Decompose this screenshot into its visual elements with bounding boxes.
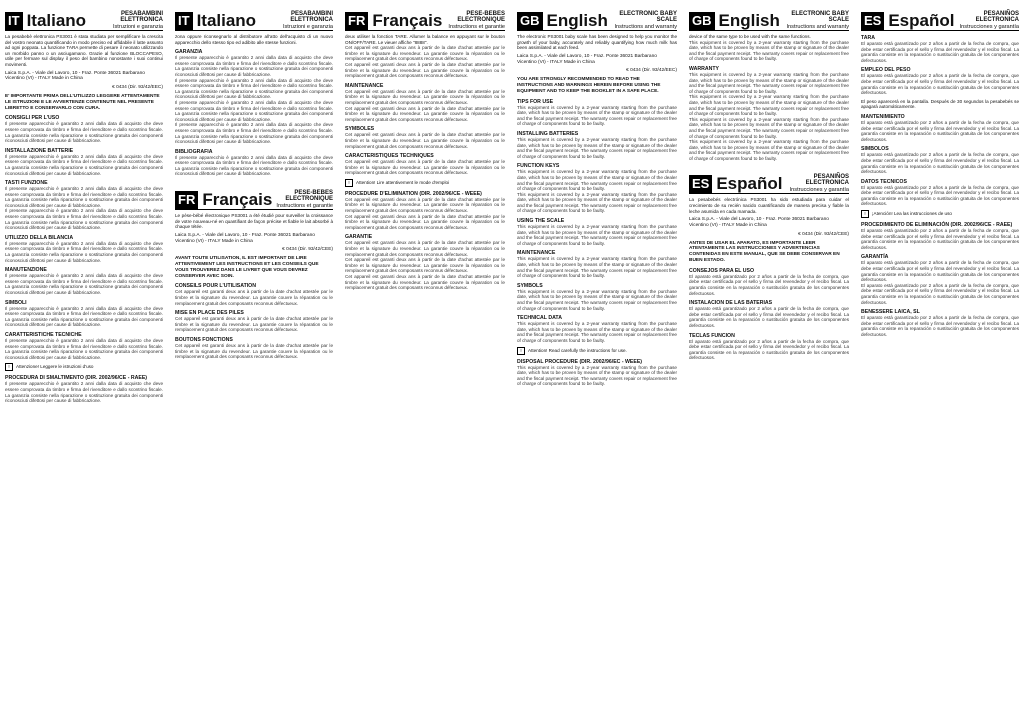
- product-title: PESANIÑOS ELECTRONICA: [975, 10, 1019, 23]
- body-text: This equipment is covered by a 2-year warranty starting from the purchase date, which has to be proven by means of the stamp or signature of the dealer and the fiscal payment receipt. The warranty covers repair or replacement free of charge of components found to be faulty.: [689, 94, 849, 117]
- section-heading: CARATTERISTICHE TECNICHE: [5, 331, 82, 338]
- language-code-badge: ES: [861, 12, 884, 30]
- section-heading: FUNCTION KEYS: [517, 163, 560, 170]
- language-name: Français: [202, 190, 273, 210]
- body-text: El aparato está garantizado por 2 años a partir de la fecha de compra, que debe estar certificada por el sello y firma del revendedor y el recibo fiscal. La garantía consiste en la reparación o sustitución gratuita de los componentes defectuosos.: [689, 338, 849, 361]
- section-heading: INSTALLAZIONE BATTERIE: [5, 147, 74, 154]
- ce-mark: € 0434 (Dir. 93/42/CEE): [282, 247, 333, 253]
- column-header: [5, 4, 163, 31]
- section-heading: WARRANTY: [689, 65, 719, 72]
- warning-icon: !: [517, 347, 525, 355]
- important-notice: E' IMPORTANTE PRIMA DELL'UTILIZZO LEGGERE ATTENTAMENTE LE ISTRUZIONI E LE AVVERTENZE CONTENUTE NEL PRESENTE LIBRETTO E CONSERVARLO CON CURA.: [5, 93, 160, 111]
- product-title: ELECTRONIC BABY SCALE: [619, 10, 677, 23]
- product-subtitle: Instrucciones y garantía: [789, 186, 849, 193]
- intro-text: El peso aparecerá en la pantalla. Después de 30 segundos la pesabebés se apagará automáticamente.: [861, 98, 1019, 110]
- language-name: Français: [372, 11, 443, 30]
- product-subtitle: Instructions and warranty: [786, 23, 849, 30]
- ce-mark: € 0434 (Dir. 93/42/EEC): [626, 68, 677, 74]
- column-header: [345, 4, 505, 31]
- intro-text: device of the same type to be used with the same functions.: [689, 34, 811, 39]
- language-name: English: [718, 11, 780, 30]
- body-text: This equipment is covered by a 2-year warranty starting from the purchase date, which has to be proven by means of the stamp or signature of the dealer and the fiscal payment receipt. The warranty covers repair or replacement free of charge of components found to be faulty.: [689, 39, 849, 62]
- warning-note: ¡Atención! Lea las instrucciones de uso: [872, 211, 952, 217]
- product-subtitle: Instructions et garantie: [448, 23, 505, 30]
- body-text: Il presente apparecchio è garantito 2 anni dalla data di acquisto che deve essere comprovata da timbro e firma del rivenditore e dallo scontrino fiscale. La garanzia consiste nella riparazione o sostituzione gratuita dei componenti riconosciuti difettosi per cause di fabbricazione.: [5, 186, 163, 208]
- language-code-badge: IT: [5, 12, 23, 30]
- body-text: El aparato está garantizado por 2 años a partir de la fecha de compra, que debe estar certificada por el sello y firma del revendedor y el recibo fiscal. La garantía consiste en la reparación o sustitución gratuita de los componentes defectuosos.: [861, 228, 1019, 250]
- product-title: PESE-BEBES ELECTRONIQUE: [285, 189, 333, 203]
- important-notice: YOU ARE STRONGLY RECOMMENDED TO READ THE INSTRUCTIONS AND WARNINGS HEREIN BEFORE USING THE EQUIPMENT AND TO KEEP THE BOOKLET IN A SAFE PLACE.: [517, 77, 661, 94]
- section-heading: MAINTENANCE: [345, 82, 384, 89]
- product-title: PESE-BEBES ELECTRONIQUE: [457, 10, 505, 23]
- body-text: El aparato está garantizado por 2 años a partir de la fecha de compra, que debe estar certificada por el sello y firma del revendedor y el recibo fiscal. La garantía consiste en la reparación o sustitución gratuita de los componentes defectuosos.: [861, 73, 1019, 96]
- section-heading: MANTENIMIENTO: [861, 113, 905, 120]
- warning-note: Attention! Read carefully the instructions for use.: [528, 347, 627, 353]
- language-name: Español: [716, 174, 783, 194]
- body-text: El aparato está garantizado por 2 años a partir de la fecha de compra, que debe estar certificada por el sello y firma del revendedor y el recibo fiscal. La garantía consiste en la reparación o sustitución gratuita de los componentes defectuosos.: [861, 184, 1019, 207]
- body-text: El aparato está garantizado por 2 años a partir de la fecha de compra, que debe estar certificada por el sello y firma del revendedor y el recibo fiscal. La garantía consiste en la reparación o sustitución gratuita de los componentes defectuosos.: [861, 315, 1019, 337]
- product-title: PESABAMBINI ELETTRONICA: [290, 10, 333, 23]
- column-header: [175, 4, 333, 31]
- language-name: Italiano: [26, 11, 87, 30]
- body-text: El aparato está garantizado por 2 años a partir de la fecha de compra, que debe estar certificada por el sello y firma del revendedor y el recibo fiscal. La garantía consiste en la reparación o sustitución gratuita de los componentes defectuosos.: [689, 273, 849, 296]
- body-text: Cet appareil est garanti deux ans à partir de la date d'achat attestée par le timbre et la signature du revendeur. La garantie couvre la réparation ou le remplacement gratuit des composants reconnus défectueux.: [345, 61, 505, 79]
- section-heading: MAINTENANCE: [517, 250, 556, 257]
- body-text: Cet appareil est garanti deux ans à partir de la date d'achat attestée par le timbre et la signature du revendeur. La garantie couvre la réparation ou le remplacement gratuit des composants reconnus défectueux.: [345, 45, 505, 62]
- body-text: Il presente apparecchio è garantito 2 anni dalla data di acquisto che deve essere comprovata da timbro e firma del rivenditore e dallo scontrino fiscale. La garanzia consiste nella riparazione o sostituzione gratuita dei componenti riconosciuti difettosi per cause di fabbricazione.: [5, 337, 163, 360]
- body-text: Cet appareil est garanti deux ans à partir de la date d'achat attestée par le timbre et la signature du revendeur. La garantie couvre la réparation ou le remplacement gratuit des composants reconnus défectueux.: [345, 159, 505, 176]
- section-heading: GARANTÍA: [861, 254, 889, 261]
- section-heading: GARANTIE: [345, 234, 373, 241]
- section-heading: PROCEDURE D'ELIMINATION (DIR. 2002/96/CE - WEEE): [345, 190, 482, 197]
- body-text: Cet appareil est garanti deux ans à partir de la date d'achat attestée par le timbre et la signature du revendeur. La garantie couvre la réparation ou le remplacement gratuit des composants reconnus défectueux.: [175, 289, 333, 306]
- warning-icon: !: [861, 210, 869, 218]
- body-text: Il presente apparecchio è garantito 2 anni dalla data di acquisto che deve essere comprovata da timbro e firma del rivenditore e dallo scontrino fiscale. La garanzia consiste nella riparazione o sostituzione gratuita dei componenti riconosciuti difettosi per cause di fabbricazione.: [5, 273, 163, 295]
- column-header: [689, 167, 849, 194]
- section-heading: MISE EN PLACE DES PILES: [175, 310, 244, 317]
- language-code-badge: ES: [689, 175, 712, 193]
- section-heading: INSTALACION DE LAS BATERIAS: [689, 300, 773, 307]
- section-heading: SYMBOLES: [345, 126, 375, 133]
- column-header: [689, 4, 849, 31]
- section-heading: SYMBOLS: [517, 282, 543, 289]
- body-text: Cet appareil est garanti deux ans à partir de la date d'achat attestée par le timbre et la signature du revendeur. La garantie couvre la réparation ou le remplacement gratuit des composants reconnus défectueux.: [345, 196, 505, 214]
- product-title: PESABAMBINI ELETTRONICA: [120, 10, 163, 23]
- body-text: This equipment is covered by a 2-year warranty starting from the purchase date, which has to be proven by means of the stamp or signature of the dealer and the fiscal payment receipt. The warranty covers repair or replacement free of charge of components found to be faulty.: [517, 104, 677, 127]
- section-heading: PROCEDURA DI SMALTIMENTO (DIR. 2002/96/CE - RAEE): [5, 375, 148, 382]
- product-subtitle: Instructions et garantie: [276, 202, 333, 209]
- manufacturer-address: Laica S.p.A. - Viale del Lavoro, 10 - Fraz. Ponte 36021 Barbarano Vicentino (VI) - ITALY Made in China: [517, 53, 657, 65]
- body-text: Cet appareil est garanti deux ans à partir de la date d'achat attestée par le timbre et la signature du revendeur. La garantie couvre la réparation ou le remplacement gratuit des composants reconnus défectueux.: [345, 105, 505, 122]
- warning-icon: !: [345, 179, 353, 187]
- body-text: El aparato está garantizado por 2 años a partir de la fecha de compra, que debe estar certificada por el sello y firma del revendedor y el recibo fiscal. La garantía consiste en la reparación o sustitución gratuita de los componentes defectuosos.: [861, 260, 1019, 283]
- language-name: English: [546, 11, 608, 30]
- body-text: This equipment is covered by a 2-year warranty starting from the purchase date, which has to be proven by means of the stamp or signature of the dealer and the fiscal payment receipt. The warranty covers repair or replacement free of charge of components found to be faulty.: [689, 71, 849, 94]
- manufacturer-address: Laica S.p.A. - Viale del Lavoro, 10 - Fraz. Ponte 36021 Barbarano Vicentino (VI) - ITALY Made in China: [175, 232, 315, 244]
- body-text: This equipment is covered by a 2-year warranty starting from the purchase date, which has to be proven by means of the stamp or signature of the dealer and the fiscal payment receipt. The warranty covers repair or replacement free of charge of components found to be faulty.: [517, 288, 677, 311]
- body-text: Il presente apparecchio è garantito 2 anni dalla data di acquisto che deve essere comprovata da timbro e firma del rivenditore e dallo scontrino fiscale. La garanzia consiste nella riparazione o sostituzione gratuita dei componenti riconosciuti difettosi per cause di fabbricazione.: [175, 154, 333, 177]
- section-heading: CONSEILS POUR L'UTILISATION: [175, 283, 256, 290]
- section-heading: BIBLIOGRAFIA: [175, 148, 213, 155]
- body-text: This equipment is covered by a 2-year warranty starting from the purchase date, which has to be proven by means of the stamp or signature of the dealer and the fiscal payment receipt. The warranty covers repair or replacement free of charge of components found to be faulty.: [517, 224, 677, 246]
- section-heading: UTILIZZO DELLA BILANCIA: [5, 234, 74, 241]
- important-notice: AVANT TOUTE UTILISATION, IL EST IMPORTANT DE LIRE ATTENTIVEMENT LES INSTRUCTIONS ET LES CONSEILS QUE VOUS TROUVEREZ DANS LE LIVRET QUE VOUS DEVREZ CONSERVER AVEC SOIN.: [175, 256, 319, 279]
- section-heading: GARANZIA: [175, 49, 203, 56]
- intro-text: La pesabebés electrónica PS3001 ha sido estudiada para cuidar el crecimiento de su recién nacido cuantificando de manera precisa y fiable la leche asumida en cada mamada.: [689, 197, 849, 214]
- section-heading: TECHNICAL DATA: [517, 315, 562, 322]
- section-heading: SIMBOLI: [5, 299, 27, 306]
- body-text: Il presente apparecchio è garantito 2 anni dalla data di acquisto che deve essere comprovata da timbro e firma del rivenditore e dallo scontrino fiscale. La garanzia consiste nella riparazione o sostituzione gratuita dei componenti riconosciuti difettosi per cause di fabbricazione.: [175, 99, 333, 122]
- manufacturer-address: Laica S.p.A. - Viale del Lavoro, 10 - Fraz. Ponte 36021 Barbarano Vicentino (VI) - ITALY Made in China: [5, 70, 145, 82]
- ce-mark: € 0434 (Dir. 93/42/CEE): [798, 231, 849, 237]
- column-header: [175, 183, 333, 210]
- column-french: [340, 0, 510, 724]
- product-subtitle: Istruzioni e garanzia: [282, 23, 333, 30]
- column-english-spanish: [684, 0, 854, 724]
- body-text: This equipment is covered by a 2-year warranty starting from the purchase date, which has to be proven by means of the stamp or signature of the dealer and the fiscal payment receipt. The warranty covers repair or replacement free of charge of components found to be faulty.: [689, 139, 849, 161]
- intro-text: Le pèse-bébé électronique PS3001 a été étudié pour surveiller la croissance de votre nouveau-né en quantifiant de façon précise et fiable le lait absorbé à chaque tétée.: [175, 213, 333, 230]
- body-text: El aparato está garantizado por 2 años a partir de la fecha de compra, que debe estar certificada por el sello y firma del revendedor y el recibo fiscal. La garantía consiste en la reparación o sustitución gratuita de los componentes defectuosos.: [861, 119, 1019, 142]
- body-text: Cet appareil est garanti deux ans à partir de la date d'achat attestée par le timbre et la signature du revendeur. La garantie couvre la réparation ou le remplacement gratuit des composants reconnus défectueux.: [345, 274, 505, 291]
- body-text: Cet appareil est garanti deux ans à partir de la date d'achat attestée par le timbre et la signature du revendeur. La garantie couvre la réparation ou le remplacement gratuit des composants reconnus défectueux.: [345, 132, 505, 149]
- product-title: PESANIÑOS ELECTRONICA: [805, 173, 849, 187]
- product-subtitle: Instrucciones y garantía: [959, 23, 1019, 30]
- section-heading: MANUTENZIONE: [5, 267, 47, 274]
- product-subtitle: Istruzioni e garanzia: [112, 23, 163, 30]
- body-text: Cet appareil est garanti deux ans à partir de la date d'achat attestée par le timbre et la signature du revendeur. La garantie couvre la réparation ou le remplacement gratuit des composants reconnus défectueux.: [175, 342, 333, 360]
- body-text: Il presente apparecchio è garantito 2 anni dalla data di acquisto che deve essere comprovata da timbro e firma del rivenditore e dallo scontrino fiscale. La garanzia consiste nella riparazione o sostituzione gratuita dei componenti riconosciuti difettosi per cause di fabbricazione.: [5, 305, 163, 328]
- warning-icon: !: [5, 363, 13, 371]
- body-text: El aparato está garantizado por 2 años a partir de la fecha de compra, que debe estar certificada por el sello y firma del revendedor y el recibo fiscal. La garantía consiste en la reparación o sustitución gratuita de los componentes defectuosos.: [861, 41, 1019, 63]
- body-text: Il presente apparecchio è garantito 2 anni dalla data di acquisto che deve essere comprovata da timbro e firma del rivenditore e dallo scontrino fiscale. La garanzia consiste nella riparazione o sostituzione gratuita dei componenti riconosciuti difettosi per cause di fabbricazione.: [5, 381, 163, 404]
- body-text: Il presente apparecchio è garantito 2 anni dalla data di acquisto che deve essere comprovata da timbro e firma del rivenditore e dallo scontrino fiscale. La garanzia consiste nella riparazione o sostituzione gratuita dei componenti riconosciuti difettosi per cause di fabbricazione.: [5, 208, 163, 231]
- section-heading: CONSEJOS PARA EL USO: [689, 267, 755, 274]
- column-header: [861, 4, 1019, 31]
- body-text: Cet appareil est garanti deux ans à partir de la date d'achat attestée par le timbre et la signature du revendeur. La garantie couvre la réparation ou le remplacement gratuit des composants reconnus défectueux.: [345, 213, 505, 230]
- column-italian-1: [0, 0, 168, 724]
- column-header: [517, 4, 677, 31]
- body-text: This equipment is covered by a 2-year warranty starting from the purchase date, which has to be proven by means of the stamp or signature of the dealer and the fiscal payment receipt. The warranty covers repair or replacement free of charge of components found to be faulty.: [517, 169, 677, 192]
- body-text: El aparato está garantizado por 2 años a partir de la fecha de compra, que debe estar certificada por el sello y firma del revendedor y el recibo fiscal. La garantía consiste en la reparación o sustitución gratuita de los componentes defectuosos.: [689, 306, 849, 328]
- column-italian-french: [170, 0, 338, 724]
- warning-note: Attenzione! Leggere le istruzioni d'uso: [16, 364, 94, 370]
- section-heading: DATOS TECNICOS: [861, 178, 907, 185]
- body-text: Cet appareil est garanti deux ans à partir de la date d'achat attestée par le timbre et la signature du revendeur. La garantie couvre la réparation ou le remplacement gratuit des composants reconnus défectueux.: [345, 88, 505, 105]
- intro-text: zona oppure riconsegnarlo al distributore all'atto dell'acquisto di un nuovo apparecchio dello stesso tipo ed adibito alle stesse funzioni.: [175, 34, 333, 45]
- body-text: Cet appareil est garanti deux ans à partir de la date d'achat attestée par le timbre et la signature du revendeur. La garantie couvre la réparation ou le remplacement gratuit des composants reconnus défectueux.: [175, 316, 333, 333]
- language-code-badge: IT: [175, 12, 193, 30]
- section-heading: BOUTONS FONCTIONS: [175, 336, 233, 343]
- section-heading: PROCEDIMIENTO DE ELIMINACIÓN (DIR. 2002/96/CE - RAEE): [861, 222, 1013, 229]
- body-text: El aparato está garantizado por 2 años a partir de la fecha de compra, que debe estar certificada por el sello y firma del revendedor y el recibo fiscal. La garantía consiste en la reparación o sustitución gratuita de los componentes defectuosos.: [861, 152, 1019, 175]
- body-text: Il presente apparecchio è garantito 2 anni dalla data di acquisto che deve essere comprovata da timbro e firma del rivenditore e dallo scontrino fiscale. La garanzia consiste nella riparazione o sostituzione gratuita dei componenti riconosciuti difettosi per cause di fabbricazione.: [5, 153, 163, 176]
- body-text: Il presente apparecchio è garantito 2 anni dalla data di acquisto che deve essere comprovata da timbro e firma del rivenditore e dallo scontrino fiscale. La garanzia consiste nella riparazione o sostituzione gratuita dei componenti riconosciuti difettosi per cause di fabbricazione.: [175, 55, 333, 77]
- body-text: Il presente apparecchio è garantito 2 anni dalla data di acquisto che deve essere comprovata da timbro e firma del rivenditore e dallo scontrino fiscale. La garanzia consiste nella riparazione o sostituzione gratuita dei componenti riconosciuti difettosi per cause di fabbricazione.: [175, 122, 333, 145]
- language-code-badge: GB: [517, 12, 543, 30]
- section-heading: TARA: [861, 35, 876, 41]
- language-name: Español: [888, 11, 955, 30]
- ce-mark: € 0434 (Dir. 93/42/EEC): [112, 85, 163, 91]
- column-english-1: [512, 0, 682, 724]
- product-title: ELECTRONIC BABY SCALE: [791, 10, 849, 23]
- column-spanish: [856, 0, 1024, 724]
- body-text: This equipment is covered by a 2-year warranty starting from the purchase date, which has to be proven by means of the stamp or signature of the dealer and the fiscal payment receipt. The warranty covers repair or replacement free of charge of components found to be faulty.: [517, 364, 677, 387]
- section-heading: EMPLEO DEL PESO: [861, 67, 911, 74]
- body-text: This equipment is covered by a 2-year warranty starting from the purchase date, which has to be proven by means of the stamp or signature of the dealer and the fiscal payment receipt. The warranty covers repair or replacement free of charge of components found to be faulty.: [689, 116, 849, 139]
- language-name: Italiano: [196, 11, 257, 30]
- body-text: Cet appareil est garanti deux ans à partir de la date d'achat attestée par le timbre et la signature du revendeur. La garantie couvre la réparation ou le remplacement gratuit des composants reconnus défectueux.: [345, 240, 505, 257]
- body-text: Il presente apparecchio è garantito 2 anni dalla data di acquisto che deve essere comprovata da timbro e firma del rivenditore e dallo scontrino fiscale. La garanzia consiste nella riparazione o sostituzione gratuita dei componenti riconosciuti difettosi per cause di fabbricazione.: [5, 240, 163, 263]
- section-heading: BENESSERE LAICA, SL: [861, 309, 920, 316]
- language-code-badge: FR: [345, 12, 368, 30]
- manufacturer-address: Laica S.p.A. - Viale del Lavoro, 10 - Fraz. Ponte 36021 Barbarano Vicentino (VI) - ITALY Made in China: [689, 217, 829, 229]
- body-text: This equipment is covered by a 2-year warranty starting from the purchase date, which has to be proven by means of the stamp or signature of the dealer and the fiscal payment receipt. The warranty covers repair or replacement free of charge of components found to be faulty.: [517, 191, 677, 214]
- intro-text: The electronic PS3001 baby scale has been designed to help you monitor the growth of your baby, accurately and reliably quantifying how much milk has been assimilated at each feed.: [517, 34, 677, 51]
- body-text: Il presente apparecchio è garantito 2 anni dalla data di acquisto che deve essere comprovata da timbro e firma del rivenditore e dallo scontrino fiscale. La garanzia consiste nella riparazione o sostituzione gratuita dei componenti riconosciuti difettosi per cause di fabbricazione.: [175, 77, 333, 100]
- section-heading: CARACTERISTIQUES TECHNIQUES: [345, 153, 434, 160]
- intro-text: deux utiliser la fonction TARE. Allumer la balance en appuyant sur le bouton ON/OFF/TARE. Le vieuer affiche "8888".: [345, 34, 505, 45]
- body-text: El aparato está garantizado por 2 años a partir de la fecha de compra, que debe estar certificada por el sello y firma del revendedor y el recibo fiscal. La garantía consiste en la reparación o sustitución gratuita de los componentes defectuosos.: [861, 282, 1019, 305]
- section-heading: DISPOSAL PROCEDURE (DIR. 2002/96/EC - WEEE): [517, 358, 643, 365]
- section-heading: INSTALLING BATTERIES: [517, 130, 579, 137]
- product-subtitle: Instructions and warranty: [614, 23, 677, 30]
- section-heading: SIMBOLOS: [861, 146, 889, 153]
- body-text: Il presente apparecchio è garantito 2 anni dalla data di acquisto che deve essere comprovata da timbro e firma del rivenditore e dallo scontrino fiscale. La garanzia consiste nella riparazione o sostituzione gratuita dei componenti riconosciuti difettosi per cause di fabbricazione.: [5, 121, 163, 144]
- language-code-badge: FR: [175, 191, 198, 209]
- warning-note: Attention! Lire attentivement le mode d'emploi: [356, 180, 450, 186]
- section-heading: TASTI FUNZIONE: [5, 180, 48, 187]
- section-heading: TIPS FOR USE: [517, 98, 554, 105]
- body-text: This equipment is covered by a 2-year warranty starting from the purchase date, which has to be proven by means of the stamp or signature of the dealer and the fiscal payment receipt. The warranty covers repair or replacement free of charge of components found to be faulty.: [517, 256, 677, 279]
- section-heading: CONSIGLI PER L'USO: [5, 115, 60, 122]
- body-text: Cet appareil est garanti deux ans à partir de la date d'achat attestée par le timbre et la signature du revendeur. La garantie couvre la réparation ou le remplacement gratuit des composants reconnus défectueux.: [345, 257, 505, 274]
- body-text: This equipment is covered by a 2-year warranty starting from the purchase date, which has to be proven by means of the stamp or signature of the dealer and the fiscal payment receipt. The warranty covers repair or replacement free of charge of components found to be faulty.: [517, 321, 677, 343]
- section-heading: TECLAS FUNCION: [689, 332, 735, 339]
- body-text: This equipment is covered by a 2-year warranty starting from the purchase date, which has to be proven by means of the stamp or signature of the dealer and the fiscal payment receipt. The warranty covers repair or replacement free of charge of components found to be faulty.: [517, 136, 677, 159]
- section-heading: USING THE SCALE: [517, 218, 565, 225]
- intro-text: La pesabebè elettronica PS3001 è stata studiata per semplificare la crescita del vostro neonato quantificando in modo preciso ed affidabile il latte assunto ad ogni poppata. La funzione TARA permette di pesare il neonato utilizzando un morbido panno o un asciugamano. Grazie al funzione BLOCCAPESO, utile per fermare sul display il peso del bambino nonostante i suoi continui movimenti.: [5, 34, 163, 67]
- important-notice: ANTES DE USAR EL APARATO, ES IMPORTANTE LEER ATENTAMENTE LAS INSTRUCCIONES Y ADVERTENCIAS CONTENIDAS EN ESTE MANUAL, QUE SE DEBE CONSERVAR EN BUEN ESTADO.: [689, 240, 840, 264]
- language-code-badge: GB: [689, 12, 715, 30]
